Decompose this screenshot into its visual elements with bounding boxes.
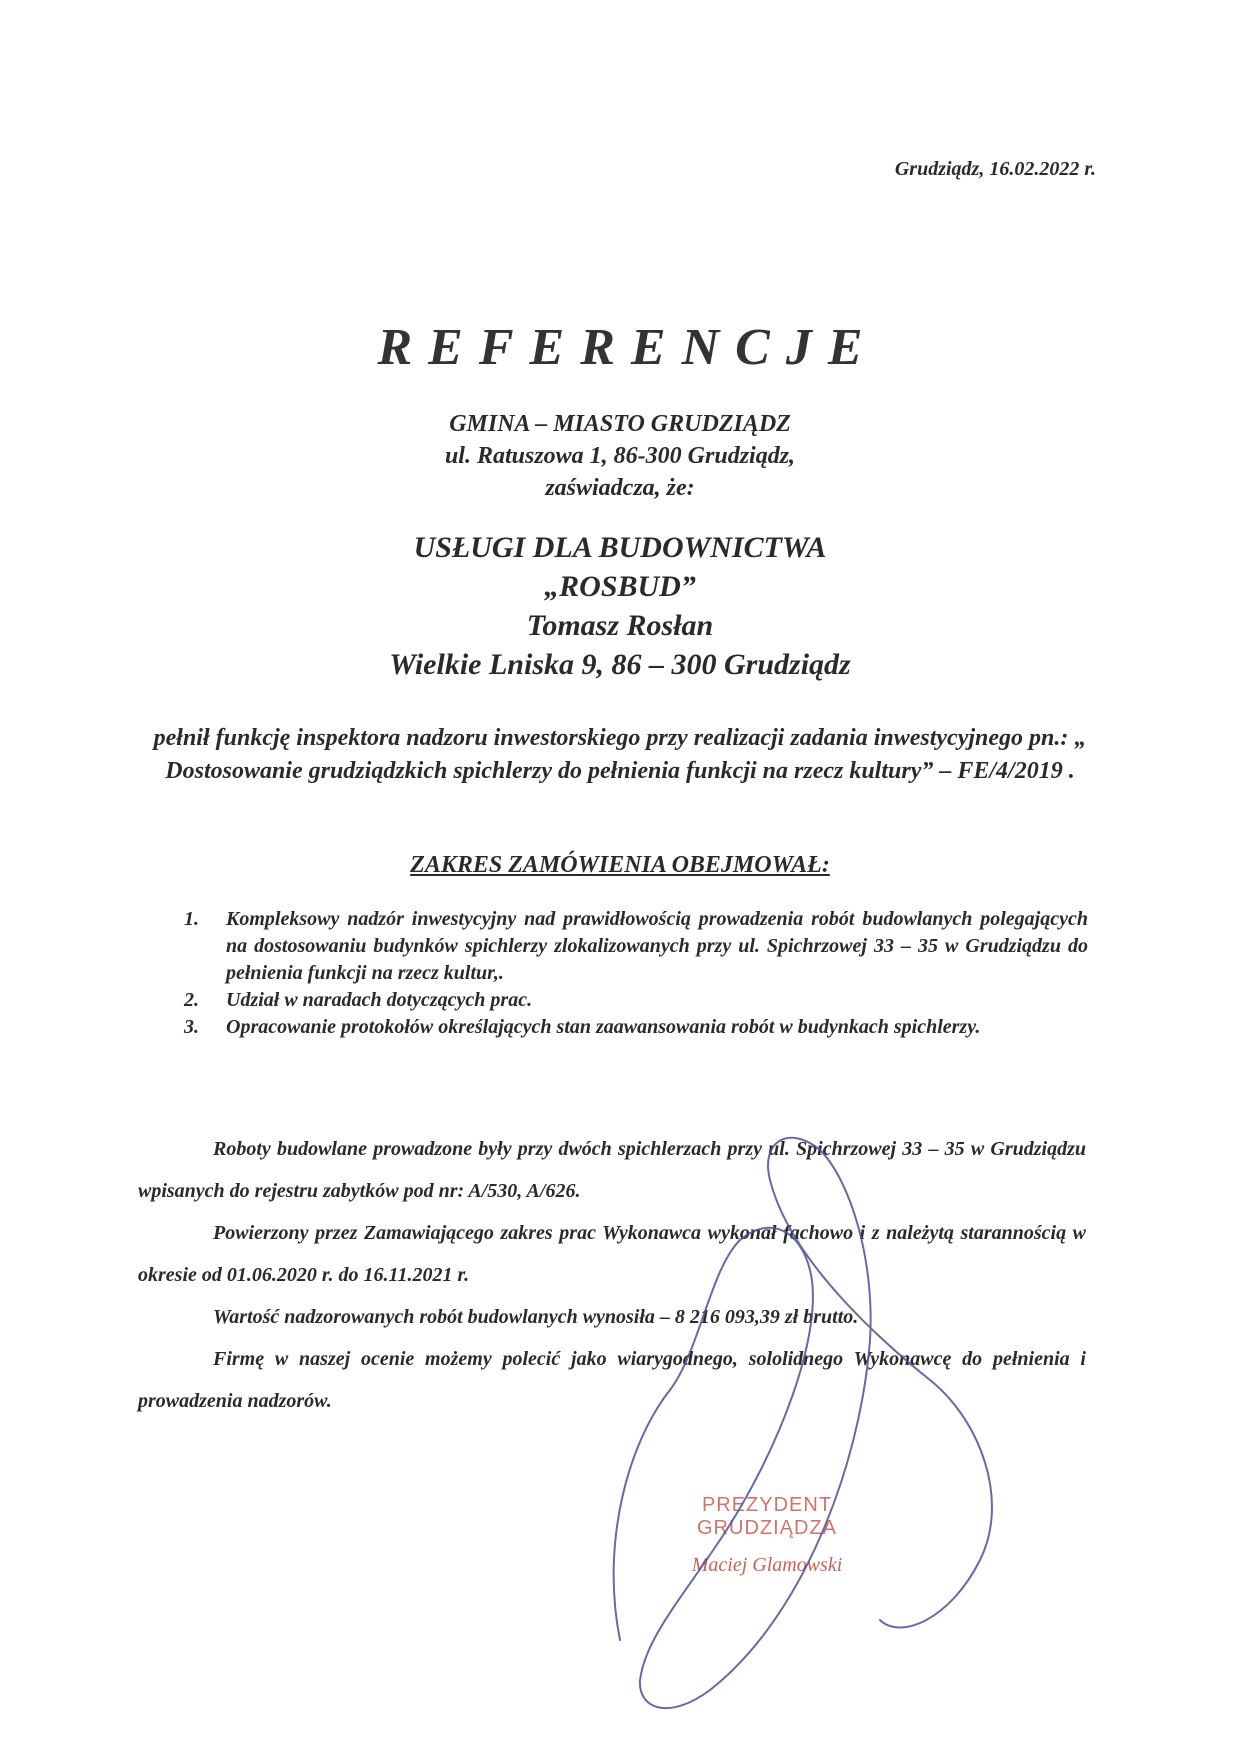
scope-item-number: 3. — [184, 1016, 199, 1038]
scope-item-number: 1. — [184, 908, 199, 930]
contractor-brand: „ROSBUD” — [544, 570, 696, 603]
paragraph-recommendation-text: Firmę w naszej ocenie możemy polecić jako wiarygodnego, sololidnego Wykonawcę do pełnienia i prowadzenia nadzorów. — [138, 1348, 1086, 1412]
stamp-person-name: Maciej Glamowski — [691, 1554, 843, 1576]
scope-item-number: 2. — [184, 989, 199, 1011]
issuer-name: GMINA – MIASTO GRUDZIĄDZ — [449, 411, 791, 437]
scope-item — [184, 1014, 1088, 1041]
paragraph-value-text: Wartość nadzorowanych robót budowlanych wynosiła – 8 216 093,39 zł brutto. — [213, 1306, 859, 1328]
scope-item — [184, 906, 1088, 987]
handwritten-signature — [600, 1120, 1020, 1720]
document-title: REFERENCJE — [377, 319, 879, 376]
contractor-name: USŁUGI DLA BUDOWNICTWA — [413, 531, 827, 564]
contractor-address: Wielkie Lniska 9, 86 – 300 Grudziądz — [389, 648, 851, 681]
document-date: Grudziądz, 16.02.2022 r. — [894, 158, 1096, 180]
issuer-certifies: zaświadcza, że: — [545, 475, 695, 501]
intro-paragraph: pełnił funkcję inspektora nadzoru inwestorskiego przy realizacji zadania inwestycyjnego pn.: „ Dostosowanie grudziądzkich spichlerzy do pełnienia funkcji na rzecz kultury” – FE/4/2019 . — [153, 725, 1087, 784]
scope-header: ZAKRES ZAMÓWIENIA OBEJMOWAŁ: — [410, 852, 830, 878]
paragraph-works-text: Roboty budowlane prowadzone były przy dwóch spichlerzach przy ul. Spichrzowej 33 – 35 w Grudziądzu wpisanych do rejestru zabytków pod nr: A/530, A/626. — [138, 1138, 1086, 1202]
paragraph-scope-completed-text: Powierzony przez Zamawiającego zakres prac Wykonawca wykonał fachowo i z należytą starannością w okresie od 01.06.2020 r. do 16.11.2021 r. — [138, 1222, 1086, 1286]
stamp-organization: PREZYDENT GRUDZIĄDZA — [697, 1494, 837, 1539]
issuer-address: ul. Ratuszowa 1, 86-300 Grudziądz, — [444, 443, 796, 469]
scope-list — [184, 906, 1088, 1041]
scope-item-text: Udział w naradach dotyczących prac. — [226, 989, 533, 1011]
scope-item-text: Kompleksowy nadzór inwestycyjny nad prawidłowością prowadzenia robót budowlanych polegających na dostosowaniu budynków spichlerzy zlokalizowanych przy ul. Spichrzowej 33 – 35 w Grudziądzu do pełnienia funkcji na rzecz kultur,. — [226, 908, 1088, 984]
scope-item — [184, 987, 1088, 1014]
scope-item-text: Opracowanie protokołów określających stan zaawansowania robót w budynkach spichlerzy. — [226, 1016, 981, 1038]
contractor-owner: Tomasz Rosłan — [526, 609, 714, 642]
